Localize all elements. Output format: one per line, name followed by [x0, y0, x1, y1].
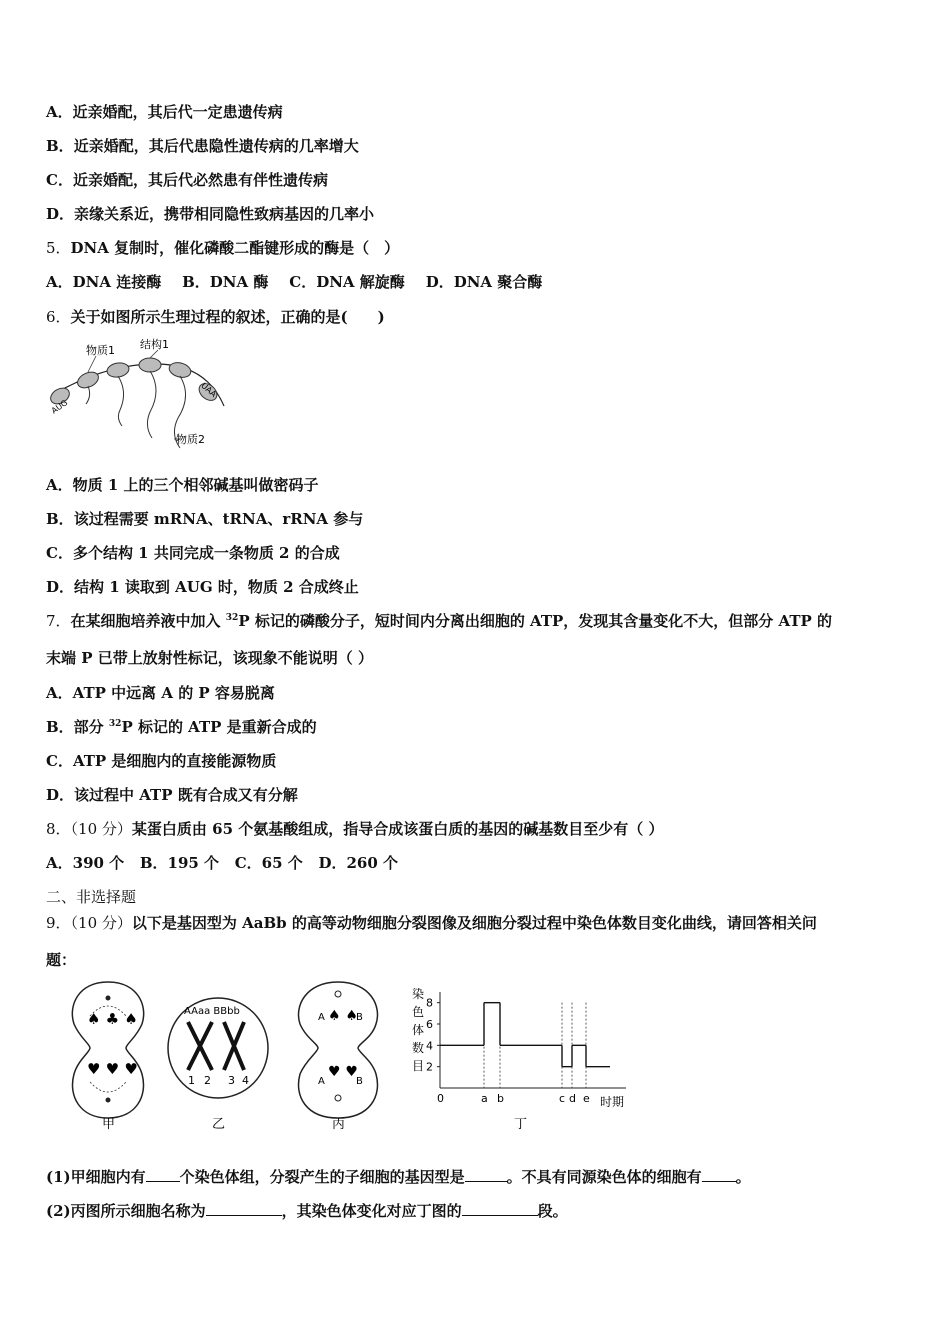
q6-stem: 6．关于如图所示生理过程的叙述，正确的是( )	[46, 308, 385, 326]
answer-blank[interactable]	[465, 1167, 507, 1182]
q6-option-d: D．结构 1 读取到 AUG 时，物质 2 合成终止	[46, 578, 359, 596]
q8-stem: 8．（10 分）某蛋白质由 65 个氨基酸组成，指导合成该蛋白质的基因的碱基数目至少有（ ）	[46, 820, 664, 838]
x-tick-label: 0	[437, 1092, 444, 1105]
yi-gene-labels: AAaa BBbb	[184, 1006, 240, 1017]
cell-bing	[299, 982, 378, 1118]
ribosome	[75, 369, 101, 391]
ylabel-char-4: 数	[412, 1041, 425, 1055]
q7-option-a: A．ATP 中远离 A 的 P 容易脱离	[46, 684, 275, 702]
q8-option-d: D．260 个	[318, 854, 398, 872]
q5-options	[46, 272, 542, 292]
label-uaa: UAA	[199, 381, 219, 399]
q5-stem: 5．DNA 复制时，催化磷酸二酯键形成的酶是（ ）	[46, 239, 400, 257]
leader-line	[150, 350, 158, 358]
cell-division-figure	[60, 976, 650, 1136]
label-ding: 丁	[514, 1117, 528, 1132]
q7-option-b: B．部分 $^{32}$P 标记的 ATP 是重新合成的	[46, 718, 317, 736]
svg-text:♠ ♠: ♠ ♠	[328, 1008, 358, 1024]
answer-blank[interactable]	[702, 1167, 736, 1182]
x-tick-label: d	[569, 1092, 576, 1105]
bing-gene: B	[356, 1012, 363, 1023]
cell-yi	[168, 998, 268, 1098]
q6-option-b: B．该过程需要 mRNA、tRNA、rRNA 参与	[46, 510, 364, 528]
q4-option-d: D．亲缘关系近，携带相同隐性致病基因的几率小	[46, 205, 375, 223]
bing-gene: B	[356, 1076, 363, 1087]
ylabel-char-5: 目	[412, 1059, 425, 1073]
bing-gene: A	[318, 1012, 325, 1023]
chromosome-number-chart	[412, 986, 626, 1109]
bing-gene: A	[318, 1076, 325, 1087]
q9-stem-line2: 题：	[46, 951, 77, 969]
ylabel-char-2: 色	[412, 1005, 425, 1019]
q5-option-b: B．DNA 酶	[182, 273, 269, 291]
q7-option-d: D．该过程中 ATP 既有合成又有分解	[46, 786, 298, 804]
q9-sub2: (2)丙图所示细胞名称为 ，其染色体变化对应丁图的 段。	[46, 1202, 568, 1220]
q9-sub1: (1)甲细胞内有 个染色体组，分裂产生的子细胞的基因型是 。不具有同源染色体的细胞有 。	[46, 1168, 751, 1186]
q7-stem-line1: 7．在某细胞培养液中加入 $^{32}$P 标记的磷酸分子，短时间内分离出细胞的 ATP，发现其含量变化不大，但部分 ATP 的	[46, 612, 833, 630]
label-structure1: 结构1	[140, 338, 169, 351]
answer-blank[interactable]	[146, 1167, 180, 1182]
q4-option-a: A．近亲婚配，其后代一定患遗传病	[46, 103, 283, 121]
q7-stem-line2: 末端 P 已带上放射性标记，该现象不能说明（ ）	[46, 649, 373, 667]
leader-line	[88, 356, 96, 372]
q5-option-d: D．DNA 聚合酶	[425, 273, 543, 291]
label-yi: 乙	[212, 1117, 226, 1132]
label-substance1: 物质1	[86, 344, 115, 357]
svg-text:♥ ♥ ♥: ♥ ♥ ♥	[87, 1060, 138, 1078]
label-substance2: 物质2	[176, 433, 205, 446]
q8-option-a: A．390 个	[46, 854, 125, 872]
x-axis-label: 时期	[600, 1095, 625, 1109]
q8-options	[46, 853, 398, 873]
label-bing: 丙	[332, 1117, 346, 1132]
svg-text:♠ ♣ ♠: ♠ ♣ ♠	[87, 1010, 138, 1028]
answer-blank[interactable]	[206, 1201, 282, 1216]
x-tick-label: b	[497, 1092, 504, 1105]
yi-number: 1	[188, 1074, 195, 1087]
x-tick-label: a	[481, 1092, 488, 1105]
q6-option-c: C．多个结构 1 共同完成一条物质 2 的合成	[46, 544, 340, 562]
q9-stem-line1: 9．（10 分）以下是基因型为 AaBb 的高等动物细胞分裂图像及细胞分裂过程中染色体数目变化曲线，请回答相关问	[46, 914, 817, 932]
y-tick-label: 6	[426, 1018, 433, 1031]
q5-option-c: C．DNA 解旋酶	[289, 273, 405, 291]
translation-figure	[46, 334, 236, 452]
peptide-chain	[147, 371, 156, 438]
yi-number: 2	[204, 1074, 211, 1087]
q5-option-a: A．DNA 连接酶	[46, 273, 162, 291]
q6-option-a: A．物质 1 上的三个相邻碱基叫做密码子	[46, 476, 319, 494]
answer-blank[interactable]	[462, 1201, 538, 1216]
peptide-chain	[118, 376, 124, 426]
q4-option-c: C．近亲婚配，其后代必然患有伴性遗传病	[46, 171, 328, 189]
y-tick-label: 2	[426, 1060, 433, 1074]
section-heading: 二、非选择题	[46, 888, 137, 906]
yi-number: 4	[242, 1074, 249, 1087]
cell-jia	[72, 982, 143, 1118]
ribosome	[139, 358, 161, 372]
label-aug: AUG	[49, 398, 70, 416]
y-tick-label: 4	[426, 1039, 433, 1053]
ylabel-char-1: 染	[412, 987, 425, 1001]
yi-number: 3	[228, 1074, 235, 1087]
x-tick-label: c	[559, 1092, 566, 1105]
q4-option-b: B．近亲婚配，其后代患隐性遗传病的几率增大	[46, 137, 359, 155]
y-tick-label: 8	[426, 996, 433, 1010]
peptide-chain	[86, 386, 90, 404]
label-jia: 甲	[102, 1117, 116, 1132]
q8-option-c: C．65 个	[234, 854, 303, 872]
svg-text:♥ ♥: ♥ ♥	[328, 1064, 358, 1080]
q7-option-c: C．ATP 是细胞内的直接能源物质	[46, 752, 277, 770]
ylabel-char-3: 体	[412, 1023, 425, 1037]
x-tick-label: e	[583, 1092, 590, 1105]
q8-option-b: B．195 个	[139, 854, 220, 872]
